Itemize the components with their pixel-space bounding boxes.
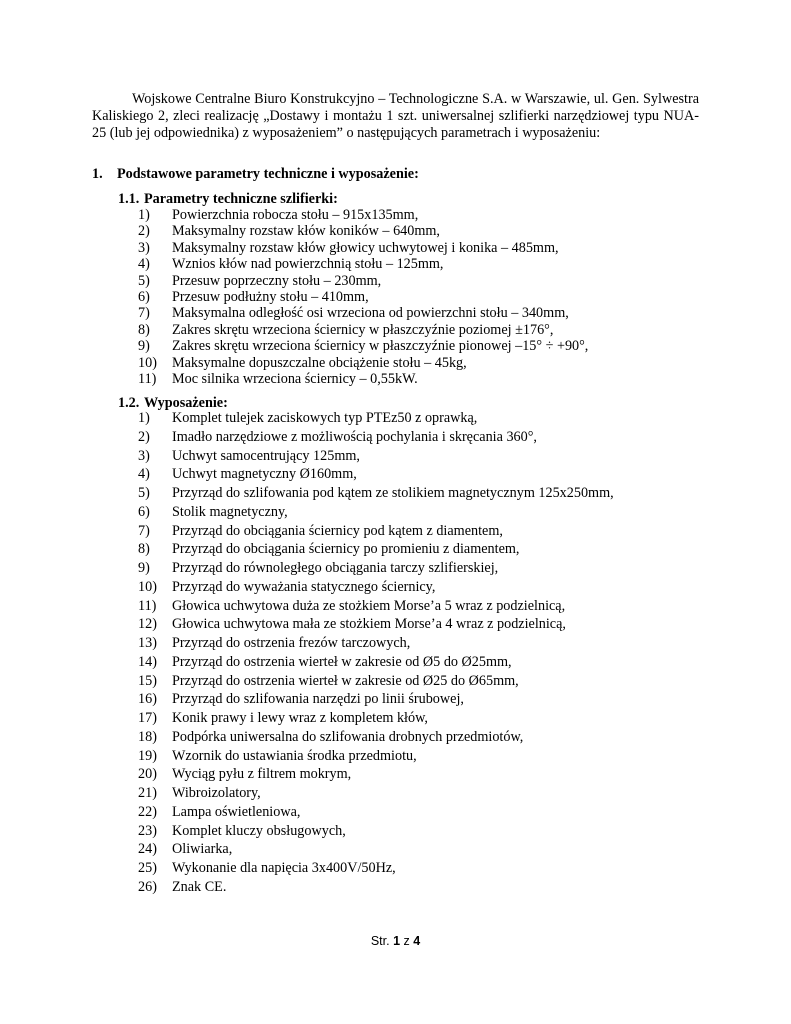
- page-footer: [0, 934, 791, 948]
- list-item-text: Przyrząd do obciągania ściernicy po promieniu z diamentem,: [172, 541, 520, 558]
- list-item-number: 3): [138, 447, 150, 464]
- list-item-number: 5): [138, 485, 150, 501]
- list-item-number: 18): [138, 728, 157, 745]
- list-item-text: Zakres skrętu wrzeciona ściernicy w płaszczyźnie poziomej ±176°,: [172, 321, 554, 338]
- list-item: [138, 634, 614, 653]
- list-item: [138, 878, 614, 897]
- list-item-number: 17): [138, 710, 157, 726]
- params-list: [138, 207, 588, 387]
- list-item-number: 22): [138, 803, 157, 820]
- list-item-number: 23): [138, 822, 157, 839]
- list-item: [138, 522, 614, 541]
- list-item: [138, 672, 614, 691]
- equipment-list: [138, 409, 614, 897]
- footer-prefix: Str.: [370, 934, 390, 948]
- list-item: [138, 578, 614, 597]
- list-item-number: 20): [138, 766, 157, 783]
- equipment-number: 1.2.: [118, 395, 140, 411]
- list-item-number: 13): [138, 635, 157, 651]
- list-item-text: Oliwiarka,: [172, 841, 233, 858]
- list-item-number: 7): [138, 305, 150, 322]
- params-title: Parametry techniczne szlifierki:: [144, 191, 338, 207]
- list-item-text: Moc silnika wrzeciona ściernicy – 0,55kW.: [172, 370, 418, 387]
- list-item: [138, 540, 614, 559]
- footer-page-total: 4: [413, 934, 421, 948]
- list-item: [138, 503, 614, 522]
- list-item-number: 8): [138, 321, 150, 338]
- list-item: [138, 371, 588, 387]
- list-item: [138, 859, 614, 878]
- list-item-number: 19): [138, 747, 157, 764]
- list-item-number: 4): [138, 256, 150, 273]
- list-item-text: Uchwyt samocentrujący 125mm,: [172, 447, 360, 464]
- list-item: [138, 690, 614, 709]
- list-item-text: Przyrząd do ostrzenia wierteł w zakresie od Ø25 do Ø65mm,: [172, 672, 519, 689]
- list-item-text: Wznios kłów nad powierzchnią stołu – 125mm,: [172, 256, 444, 273]
- list-item-text: Imadło narzędziowe z możliwością pochylania i skręcania 360°,: [172, 428, 537, 445]
- list-item-text: Przyrząd do równoległego obciągania tarczy szlifierskiej,: [172, 560, 499, 576]
- section-title: Podstawowe parametry techniczne i wyposażenie:: [117, 166, 419, 182]
- list-item-number: 5): [138, 272, 150, 289]
- list-item: [138, 784, 614, 803]
- list-item-text: Przyrząd do wyważania statycznego ściernicy,: [172, 578, 436, 595]
- list-item-text: Maksymalny rozstaw kłów głowicy uchwytowej i konika – 485mm,: [172, 239, 559, 256]
- list-item-text: Głowica uchwytowa duża ze stożkiem Morse’a 5 wraz z podzielnicą,: [172, 597, 566, 614]
- list-item-text: Konik prawy i lewy wraz z kompletem kłów,: [172, 710, 428, 726]
- list-item-number: 9): [138, 560, 150, 576]
- list-item-text: Przyrząd do ostrzenia frezów tarczowych,: [172, 635, 411, 651]
- list-item-text: Powierzchnia robocza stołu – 915x135mm,: [172, 207, 419, 223]
- list-item: [138, 273, 588, 289]
- section-heading: [92, 166, 419, 183]
- list-item: [138, 256, 588, 272]
- list-item-number: 24): [138, 841, 157, 858]
- list-item-text: Przesuw podłużny stołu – 410mm,: [172, 288, 369, 305]
- list-item-text: Podpórka uniwersalna do szlifowania drobnych przedmiotów,: [172, 728, 524, 745]
- list-item-text: Wibroizolatory,: [172, 785, 261, 801]
- list-item: [138, 559, 614, 578]
- list-item-text: Przyrząd do obciągania ściernicy pod kątem z diamentem,: [172, 522, 503, 539]
- list-item-number: 15): [138, 672, 157, 689]
- list-item: [138, 822, 614, 841]
- list-item-number: 8): [138, 541, 150, 558]
- equipment-title: Wyposażenie:: [144, 395, 228, 411]
- list-item: [138, 428, 614, 447]
- list-item-text: Wzornik do ustawiania środka przedmiotu,: [172, 747, 417, 764]
- list-item-number: 12): [138, 616, 157, 633]
- list-item: [138, 207, 588, 223]
- list-item-number: 2): [138, 428, 150, 445]
- list-item: [138, 803, 614, 822]
- list-item: [138, 840, 614, 859]
- list-item: [138, 409, 614, 428]
- list-item-number: 7): [138, 522, 150, 539]
- section-number: 1.: [92, 166, 103, 182]
- list-item-text: Wyciąg pyłu z filtrem mokrym,: [172, 766, 352, 783]
- list-item: [138, 597, 614, 616]
- list-item-number: 9): [138, 338, 150, 355]
- list-item: [138, 240, 588, 256]
- list-item-number: 2): [138, 223, 150, 240]
- list-item-text: Zakres skrętu wrzeciona ściernicy w płaszczyźnie pionowej –15° ÷ +90°,: [172, 338, 589, 355]
- list-item: [138, 728, 614, 747]
- list-item-text: Stolik magnetyczny,: [172, 503, 288, 520]
- intro-paragraph: Wojskowe Centralne Biuro Konstrukcyjno – Technologiczne S.A. w Warszawie, ul. Gen. Sylwestra Kaliskiego 2, zleci realizację „Dostawy i montażu 1 szt. uniwersalnej szlifierki narzędziowej typu NUA-25 (lub jej odpowiednika) z wyposażeniem” o następujących parametrach i wyposażeniu:: [92, 91, 699, 141]
- list-item: [138, 447, 614, 466]
- list-item-text: Głowica uchwytowa mała ze stożkiem Morse’a 4 wraz z podzielnicą,: [172, 616, 566, 633]
- list-item-number: 26): [138, 878, 157, 895]
- list-item-text: Przyrząd do szlifowania narzędzi po linii śrubowej,: [172, 691, 464, 708]
- list-item: [138, 305, 588, 321]
- list-item-text: Przyrząd do ostrzenia wierteł w zakresie od Ø5 do Ø25mm,: [172, 653, 512, 670]
- list-item-number: 3): [138, 239, 150, 256]
- list-item-number: 25): [138, 860, 157, 876]
- list-item-number: 16): [138, 691, 157, 708]
- list-item-number: 1): [138, 410, 150, 426]
- list-item: [138, 765, 614, 784]
- list-item: [138, 615, 614, 634]
- list-item: [138, 289, 588, 305]
- list-item-text: Komplet kluczy obsługowych,: [172, 822, 346, 839]
- list-item: [138, 223, 588, 239]
- list-item-number: 10): [138, 354, 157, 371]
- list-item: [138, 355, 588, 371]
- list-item: [138, 338, 588, 354]
- list-item-text: Komplet tulejek zaciskowych typ PTEz50 z oprawką,: [172, 410, 478, 426]
- list-item-text: Przyrząd do szlifowania pod kątem ze stolikiem magnetycznym 125x250mm,: [172, 485, 614, 501]
- list-item-number: 14): [138, 653, 157, 670]
- list-item-text: Przesuw poprzeczny stołu – 230mm,: [172, 272, 382, 289]
- list-item-number: 21): [138, 785, 157, 801]
- list-item: [138, 484, 614, 503]
- list-item-text: Wykonanie dla napięcia 3x400V/50Hz,: [172, 860, 396, 876]
- list-item-number: 4): [138, 466, 150, 483]
- list-item-text: Uchwyt magnetyczny Ø160mm,: [172, 466, 357, 483]
- footer-separator: z: [403, 934, 410, 948]
- list-item: [138, 322, 588, 338]
- params-heading: [118, 191, 338, 208]
- list-item-number: 6): [138, 288, 150, 305]
- list-item-number: 10): [138, 578, 157, 595]
- list-item-number: 1): [138, 207, 150, 223]
- list-item-number: 11): [138, 370, 157, 387]
- list-item-number: 6): [138, 503, 150, 520]
- list-item-text: Lampa oświetleniowa,: [172, 803, 301, 820]
- params-number: 1.1.: [118, 191, 140, 207]
- list-item: [138, 709, 614, 728]
- list-item-text: Maksymalne dopuszczalne obciążenie stołu – 45kg,: [172, 354, 467, 371]
- list-item-text: Maksymalny rozstaw kłów koników – 640mm,: [172, 223, 440, 240]
- list-item-number: 11): [138, 597, 157, 614]
- list-item-text: Znak CE.: [172, 878, 227, 895]
- list-item: [138, 747, 614, 766]
- list-item: [138, 465, 614, 484]
- list-item: [138, 653, 614, 672]
- list-item-text: Maksymalna odległość osi wrzeciona od powierzchni stołu – 340mm,: [172, 305, 569, 322]
- footer-page-number: 1: [393, 934, 401, 948]
